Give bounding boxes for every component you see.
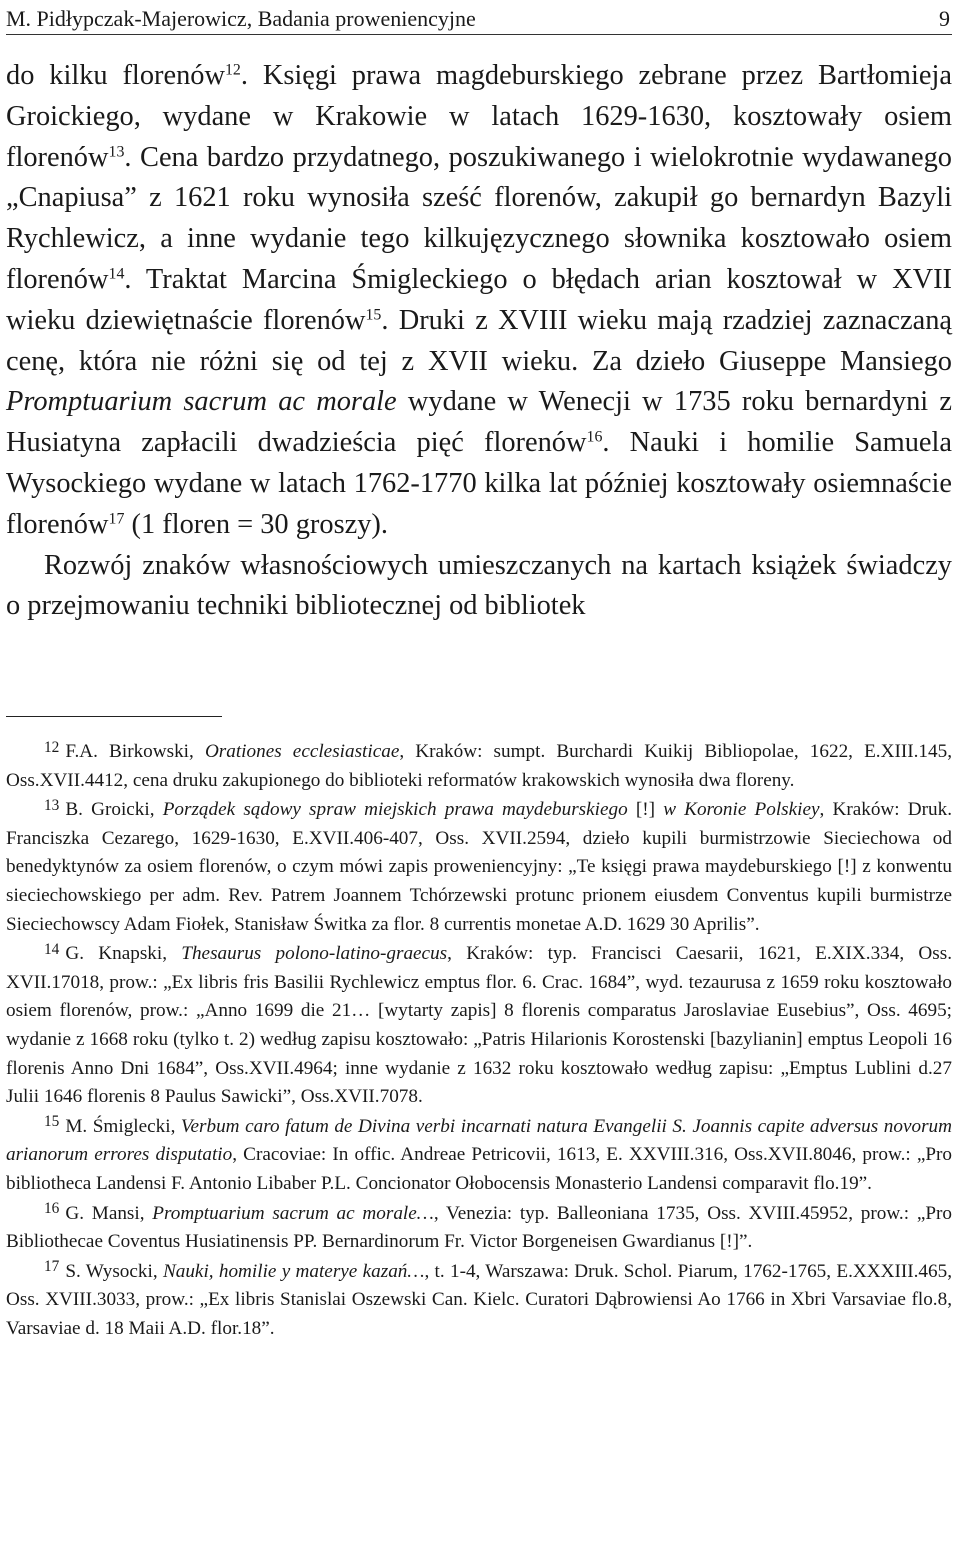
footnote-text: F.A. Birkowski,	[65, 741, 205, 762]
footnote-17	[6, 1258, 952, 1344]
footnote-title: Orationes ecclesiasticae	[204, 741, 400, 762]
body-paragraph-1	[6, 56, 952, 546]
footnote-ref-12[interactable]: 12	[224, 61, 241, 79]
text-run: . Cena bardzo przydatnego, poszukiwanego i wielokrotnie wydawanego „Cnapiusa” z 1621 roku wynosiła sześć florenów, zakupił go bernardyn Bazyli Rychlewicz, a inne wydanie tego kilkujęzycznego słownika kosztowało osiem florenów	[6, 141, 952, 295]
footnote-text: M. Śmiglecki,	[65, 1115, 181, 1137]
body-paragraph-2: Rozwój znaków własnościowych umieszczanych na kartach książek świadczy o przejmowaniu techniki bibliotecznej od bibliotek	[6, 549, 952, 622]
footnote-text: , Cracoviae: In offic. Andreae Petricovii, 1613, E. XXVIII.316, Oss.XVII.8046, prow.: „Pro bibliotheca Landensi F. Antonio Libaber P.L. Concionator Ołobocensis Monasterio Landensi comparavit flo.19”.	[6, 1144, 953, 1194]
footnote-text: , Kraków: sumpt. Burchardi Kuikij Bibliopolae, 1622, E.XIII.145, Oss.XVII.4412, cena druku zakupionego do biblioteki reformatów krakowskich wynosiła dwa floreny.	[6, 741, 952, 791]
text-run: . Księgi prawa magdeburskiego zebrane przez Bartłomieja Groickiego, wydane w Krakowie w latach 1629-1630, kosztowały osiem florenów	[6, 60, 952, 173]
footnote-ref-17[interactable]: 17	[108, 510, 125, 528]
footnote-12	[6, 738, 952, 795]
footnote-15	[6, 1113, 952, 1199]
footnote-title: Thesaurus polono-latino-graecus	[181, 943, 448, 965]
running-title: M. Pidłypczak-Majerowicz, Badania proweniencyjne	[6, 6, 476, 31]
footnote-16	[6, 1200, 952, 1257]
main-text	[6, 56, 952, 627]
footnote-text: G. Mansi,	[65, 1202, 153, 1224]
text-run: (1 floren = 30 groszy).	[124, 508, 388, 540]
text-run: wydane w Wenecji w 1735 roku bernardyni z Husiatyna zapłacili dwadzieścia pięć florenów	[6, 386, 952, 459]
footnote-text: S. Wysocki,	[65, 1260, 163, 1282]
footnote-title: Nauki, homilie y materye kazań…	[162, 1260, 425, 1282]
footnotes	[6, 738, 952, 1344]
page-number: 9	[939, 6, 950, 31]
footnote-text: , Kraków: Druk. Franciszka Cezarego, 1629-1630, E.XVII.406-407, Oss. XVII.2594, dzieło kupili burmistrzowie Sieciechowa od benedyktynów za osiem florenów, o czym mówi zapis proweniencyjny: „Te księgi prawa maydeburskiego [!] z konwentu sieciechowskiego per adm. Rev. Patrem Joannem Tchórzewski protunc prionem eiusdem Conventus kupili burmistrze Sieciechowscy Adam Fiołek, Stanisław Świtka za flor. 8 currentis monetae A.D. 1629 30 Aprilis”.	[6, 799, 952, 935]
text-run: . Nauki i homilie Samuela Wysockiego wydane w latach 1762-1770 kilka lat później kosztowały osiemnaście florenów	[6, 427, 952, 540]
footnote-text: [!]	[627, 799, 664, 821]
footnote-title: Porządek sądowy spraw miejskich prawa maydeburskiego	[162, 799, 628, 821]
footnote-separator	[6, 716, 222, 717]
footnote-ref-14[interactable]: 14	[108, 265, 125, 283]
footnote-ref-13[interactable]: 13	[108, 143, 125, 161]
book-title: Promptuarium sacrum ac morale	[6, 386, 397, 418]
footnote-number: 12	[44, 738, 60, 756]
footnote-ref-16[interactable]: 16	[586, 428, 603, 446]
footnote-number: 13	[44, 796, 60, 814]
footnote-13	[6, 796, 952, 939]
footnote-number: 15	[44, 1113, 60, 1131]
footnote-ref-15[interactable]: 15	[365, 306, 382, 324]
footnote-text: , t. 1-4, Warszawa: Druk. Schol. Piarum, 1762-1765, E.XXXIII.465, Oss. XVIII.3033, prow.: „Ex libris Stanislai Oszewski Can. Kielc. Curatori Dąbrowiensi Ao 1766 in Xbri Varsaviae flo.8, Varsaviae d. 18 Maii A.D. flor.18”.	[6, 1260, 952, 1339]
text-run: . Traktat Marcina Śmigleckiego o błędach arian kosztował w XVII wieku dziewiętnaście florenów	[6, 263, 952, 336]
footnote-title: Promptuarium sacrum ac morale…	[152, 1202, 434, 1224]
footnote-text: , Kraków: typ. Francisci Caesarii, 1621, E.XIX.334, Oss. XVII.17018, prow.: „Ex libris fris Basilii Rychlewicz emptus flor. 6. Crac. 1684”, wyd. tezaurusa z 1659 roku kosztowało osiem florenów, prow.: „Anno 1699 die 21… [wytarty zapis] 8 florenis comparatus Jaroslaviae Eusebius”, Oss. 4695; wydanie z 1668 roku (tylko t. 2) według zapisu kosztowało: „Patris Hilarionis Korostenski [bazylianin] emptus Leopoli 16 florenis Anno Dni 1684”, Oss.XVII.4964; inne wydanie z 1632 roku kosztowało według zapisu: „Emptus Lublini d.27 Julii 1646 florenis 8 Paulus Sawicki”, Oss.XVII.7078.	[6, 943, 952, 1108]
footnote-number: 14	[44, 940, 60, 958]
footnote-text: B. Groicki,	[65, 799, 163, 821]
footnote-text: G. Knapski,	[65, 943, 182, 965]
footnote-14	[6, 940, 952, 1112]
footnote-title: Verbum caro fatum de Divina verbi incarnati natura Evangelii S. Joannis capite adversus novorum arianorum errores disputatio	[6, 1115, 953, 1166]
footnote-text: , Venezia: typ. Balleoniana 1735, Oss. XVIII.45952, prow.: „Pro Bibliothecae Coventus Husiatinensis PP. Bernardinorum Fr. Victor Borgeneisen Gwardianus [!]”.	[6, 1202, 952, 1253]
footnote-number: 17	[44, 1258, 60, 1276]
text-run: do kilku florenów	[6, 60, 225, 91]
text-run: . Druki z XVIII wieku mają rzadziej zaznaczaną cenę, która nie różni się od tej z XVII wieku. Za dzieło Giuseppe Mansiego	[6, 304, 952, 377]
footnote-number: 16	[44, 1200, 60, 1218]
footnote-title: w Koronie Polskiey	[663, 799, 820, 821]
running-header	[6, 4, 952, 35]
